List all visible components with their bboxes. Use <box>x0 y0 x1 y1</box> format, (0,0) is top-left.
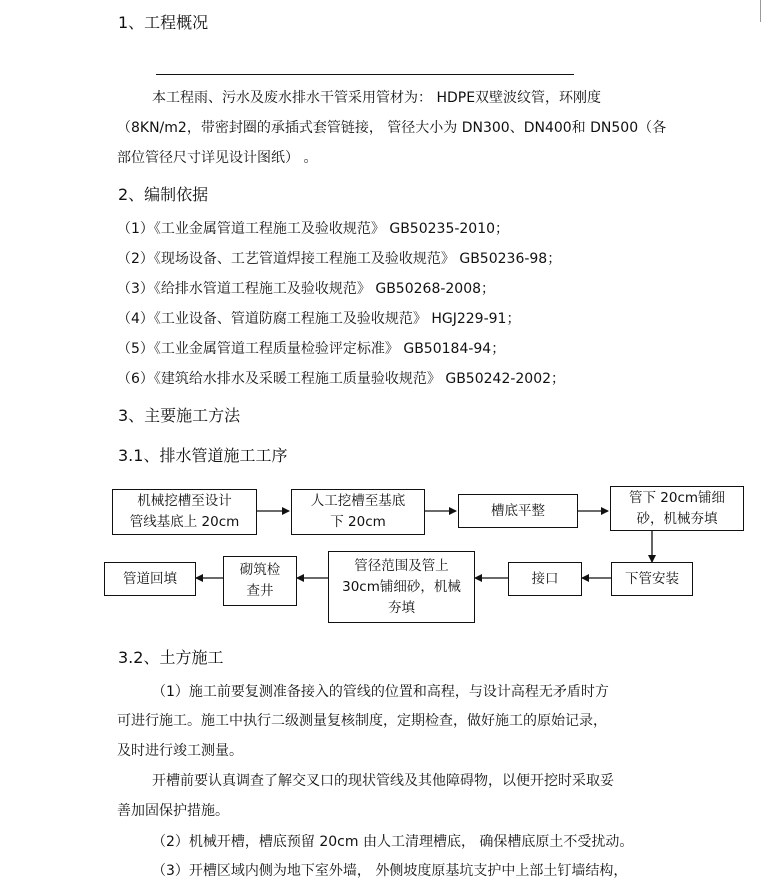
flow-step-joint: 接口 <box>508 562 582 596</box>
flow-step-sand-cover: 管径范围及管上 30cm铺细砂，机械 夯填 <box>328 551 475 623</box>
earthwork-para3-line1: （2）机械开槽，槽底预留 20cm 由人工清理槽底， 确保槽底原土不受扰动。 <box>152 834 634 850</box>
earthwork-para1-line2: 可进行施工。施工中执行二级测量复核制度，定期检查，做好施工的原始记录， <box>117 713 607 729</box>
section3-2-heading: 3.2、土方施工 <box>118 648 224 667</box>
earthwork-para2-line2: 善加固保护措施。 <box>117 803 229 819</box>
section1-para-line3: 部位管径尺寸详见设计图纸） 。 <box>117 150 318 166</box>
section1-heading: 1、工程概况 <box>118 13 209 32</box>
basis-item-1: （1）《工业金属管道工程施工及验收规范》 GB50235-2010； <box>117 221 510 237</box>
flow-step-machine-trench: 机械挖槽至设计 管线基底上 20cm <box>112 489 257 535</box>
earthwork-para1-line3: 及时进行竣工测量。 <box>117 743 243 759</box>
flow-step-lay-pipe: 下管安装 <box>611 562 693 596</box>
basis-item-2: （2）《现场设备、工艺管道焊接工程施工及验收规范》 GB50236-98； <box>117 251 562 267</box>
section3-heading: 3、主要施工方法 <box>118 406 241 425</box>
basis-item-4: （4）《工业设备、管道防腐工程施工及验收规范》 HGJ229-91； <box>117 311 521 327</box>
flow-step-manual-trench: 人工挖槽至基底 下 20cm <box>291 489 425 535</box>
section1-para-line1: 本工程雨、污水及废水排水干管采用管材为： HDPE双壁波纹管，环刚度 <box>152 90 602 106</box>
earthwork-para4-line1: （3）开槽区域内侧为地下室外墙， 外侧坡度原基坑支护中上部土钉墙结构， <box>152 863 628 879</box>
basis-item-5: （5）《工业金属管道工程质量检验评定标准》 GB50184-94； <box>117 341 506 357</box>
flow-step-sand-bed: 管下 20cm铺细 砂，机械夯填 <box>610 486 744 531</box>
flow-step-manhole: 砌筑检 查井 <box>223 556 297 606</box>
basis-item-3: （3）《给排水管道工程施工及验收规范》 GB50268-2008； <box>117 281 496 297</box>
blank-rule-line <box>156 74 574 75</box>
flow-step-backfill: 管道回填 <box>104 562 196 596</box>
section3-1-heading: 3.1、排水管道施工工序 <box>118 446 288 465</box>
earthwork-para2-line1: 开槽前要认真调查了解交叉口的现状管线及其他障碍物，以便开挖时采取妥 <box>152 773 614 789</box>
earthwork-para1-line1: （1）施工前要复测准备接入的管线的位置和高程，与设计高程无矛盾时方 <box>152 684 609 700</box>
margin-tick <box>760 0 761 22</box>
basis-item-6: （6）《建筑给水排水及采暖工程施工质量验收规范》 GB50242-2002； <box>117 371 566 387</box>
section1-para-line2: （8KN/m2，带密封圈的承插式套管链接， 管径大小为 DN300、DN400和 DN500（各 <box>117 120 667 136</box>
flow-step-level-bottom: 槽底平整 <box>458 494 578 528</box>
section2-heading: 2、编制依据 <box>118 185 209 204</box>
